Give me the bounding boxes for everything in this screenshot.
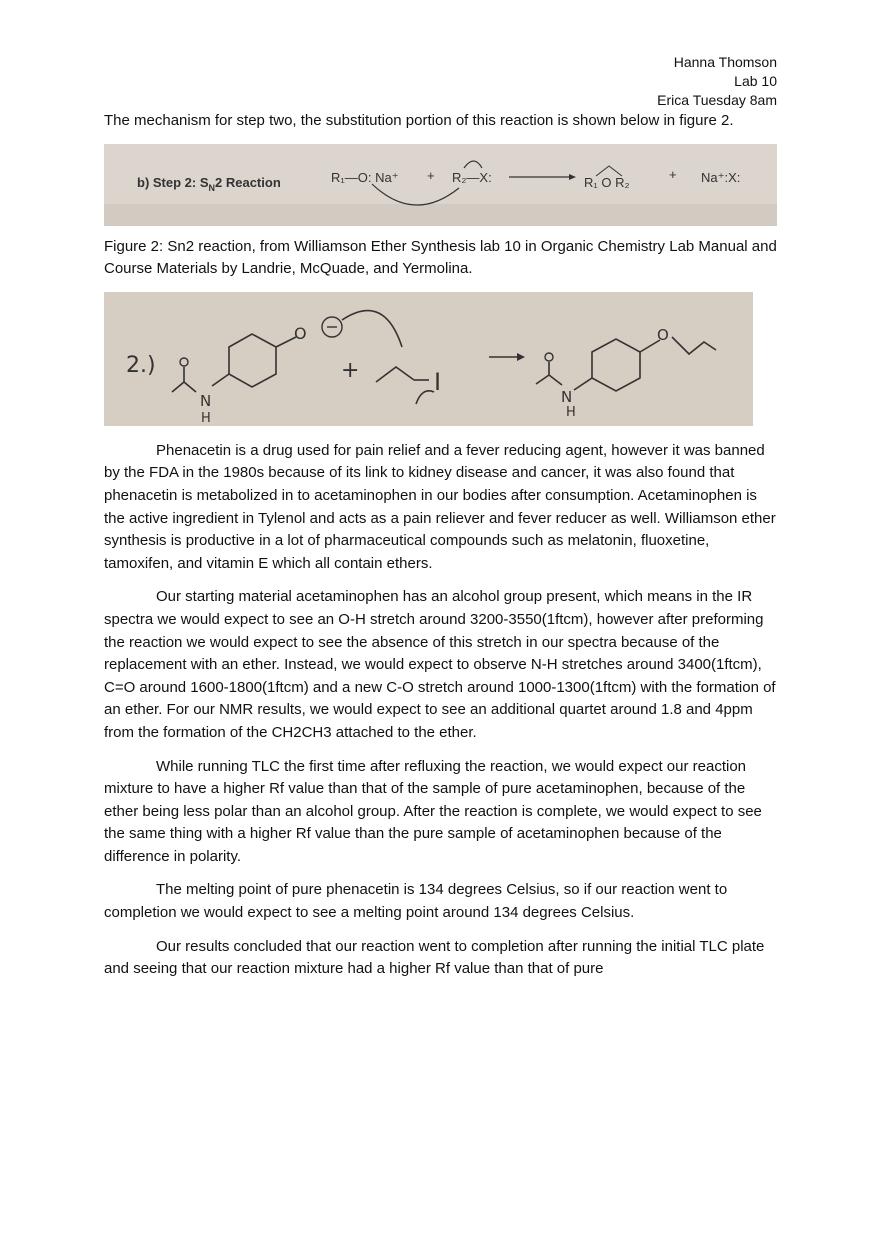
- main-content: [104, 110, 778, 992]
- amide-h-left: H: [201, 410, 211, 426]
- iodine-leaving-group: I: [434, 367, 442, 396]
- paragraph-ir-nmr: Our starting material acetaminophen has an alcohol group present, which means in the IR spectra we would expect to see an O-H stretch around 3200-3550(1ftcm), however after preforming the reaction we would expect to see the absence of this stretch in our spectra because of the replacement with an ether. Instead, we would expect to observe N-H stretches around 3400(1ftcm), C=O around 1600-1800(1ftcm) and a new C-O stretch around 1000-1300(1ftcm) with the formation of an ether. For our NMR results, we would expect to see an additional quartet around 1.8 and 4ppm from the formation of the CH2CH3 attached to the ether.: [104, 588, 776, 741]
- intro-paragraph: The mechanism for step two, the substitution portion of this reaction is shown below in figure 2.: [104, 112, 734, 129]
- alkyl-halide-reactant: R₂—X:: [452, 169, 492, 185]
- paragraph-phenacetin: Phenacetin is a drug used for pain relief and a fever reducing agent, however it was banned by the FDA in the 1980s because of its link to kidney disease and cancer, it was also found that phenacetin is metabolized in to acetaminophen in our bodies after consumption. Acetaminophen is the active ingredient in Tylenol and acts as a pain reliever and fever reducer as well. Williamson ether synthesis is productive in a lot of pharmaceutical compounds such as melatonin, fluoxetine, tamoxifen, and vitamin E which all contain ethers.: [104, 441, 776, 572]
- amide-n-right: N: [561, 387, 573, 406]
- paragraph-results: Our results concluded that our reaction went to completion after running the initial TLC plate and seeing that our reaction mixture had a higher Rf value than that of pure: [104, 937, 765, 978]
- header-block: [657, 53, 777, 110]
- plus-sign-1: +: [427, 167, 435, 183]
- amide-n-left: N: [200, 391, 212, 410]
- paragraph-tlc: While running TLC the first time after refluxing the reaction, we would expect our reaction mixture to have a higher Rf value than that of the sample of pure acetaminophen, because of the ether being less polar than an alcohol group. After the reaction is complete, we would expect to see the same thing with a higher Rf value than the pure sample of acetaminophen because of the difference in polarity.: [104, 757, 762, 865]
- amide-h-right: H: [566, 404, 576, 420]
- step-label: b) Step 2: $S_N2$ Reaction: [137, 174, 281, 193]
- alkoxide-reactant: R₁—O: Na⁺: [331, 169, 399, 185]
- author-name: Hanna Thomson: [673, 54, 777, 70]
- paragraph-melting-point: The melting point of pure phenacetin is 134 degrees Celsius, so if our reaction went to completion we would expect to see a melting point around 134 degrees Celsius.: [104, 881, 728, 922]
- figure-caption: Figure 2: Sn2 reaction, from Williamson Ether Synthesis lab 10 in Organic Chemistry Lab Manual and Course Materials by Landrie, McQuade, and Yermolina.: [104, 237, 777, 278]
- ether-product: R₁ O R₂: [584, 174, 630, 190]
- plus-sign-hand: +: [341, 357, 360, 383]
- step-number-label: 2.): [126, 352, 156, 378]
- plus-sign-2: +: [669, 166, 677, 182]
- lab-section: Erica Tuesday 8am: [657, 92, 777, 108]
- handwritten-mechanism-figure: [104, 292, 753, 426]
- lab-number: Lab 10: [734, 73, 777, 89]
- salt-product: Na⁺:X:: [701, 169, 741, 185]
- sn2-reaction-figure: [104, 144, 777, 226]
- oxygen-right: O: [657, 325, 669, 344]
- oxygen-left: O: [294, 323, 307, 343]
